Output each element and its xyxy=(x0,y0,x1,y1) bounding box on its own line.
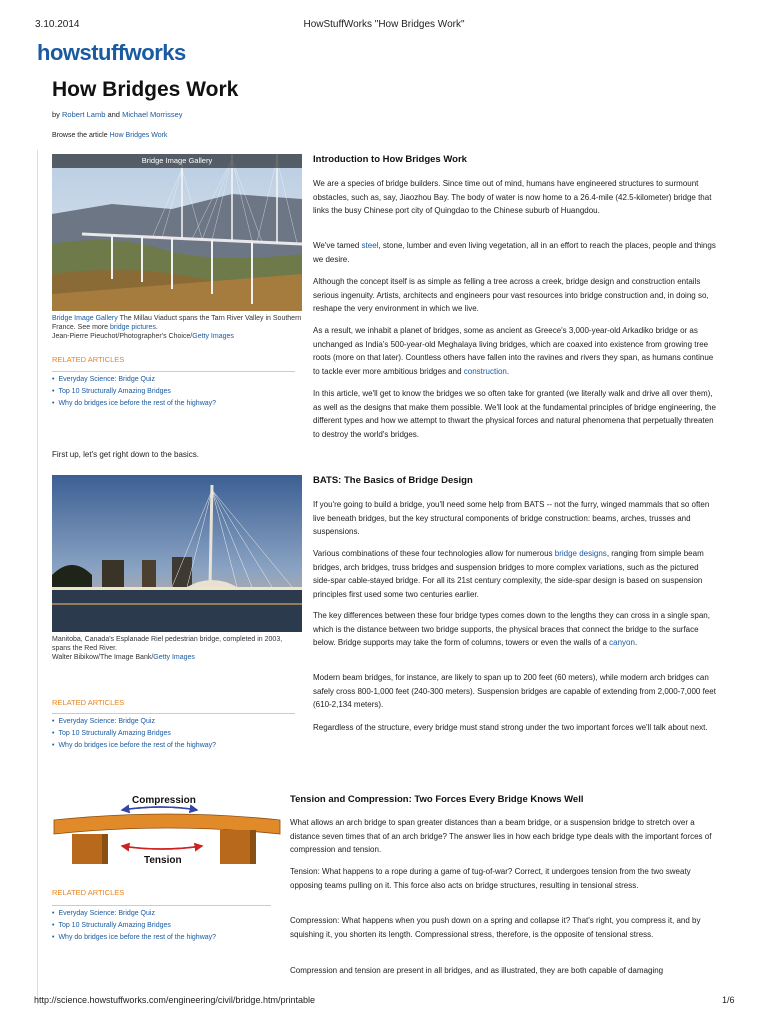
related-link[interactable] xyxy=(52,716,216,728)
bats-paragraph-4: Modern beam bridges, for instance, are likely to span up to 200 feet (60 meters), while modern arch bridges can safely cross 800-1,000 feet (240-300 meters). Suspension bridges are capable of extending from 2,000-7,000 feet (610-2,134 meters). xyxy=(313,673,716,709)
getty-link[interactable]: Getty Images xyxy=(192,333,234,340)
steel-link[interactable]: steel xyxy=(361,241,379,250)
related-link[interactable] xyxy=(52,374,216,386)
byline xyxy=(52,110,183,119)
related-link[interactable] xyxy=(52,920,216,932)
related-link[interactable] xyxy=(52,728,216,740)
compression-label: Compression xyxy=(132,795,196,806)
intro-p4-text-end: . xyxy=(506,366,510,376)
bats-p2-text-end: , ranging from simple beam bridges, arch bridges, truss bridges and suspension bridges to more complex variations, such as the pictured side-spar cable-stayed bridge. For all its 21st century complexity, the side-spar design is based on suspension principles first used some two centuries earlier. xyxy=(313,549,704,599)
related-link-text[interactable]: Why do bridges ice before the rest of the highway? xyxy=(58,742,217,749)
bats-paragraph-2 xyxy=(313,547,718,601)
related-articles-list-2 xyxy=(52,716,216,752)
related-divider xyxy=(52,371,295,372)
photo-credit: Jean-Pierre Pieuchot/Photographer's Choice/ xyxy=(52,333,193,340)
author-link-2[interactable]: Michael Morrissey xyxy=(122,110,183,119)
caption-gallery-link[interactable]: Bridge Image Gallery xyxy=(52,315,118,322)
tension-label: Tension xyxy=(144,855,182,866)
intro-p2-text-end: , stone, lumber and even living vegetation, all in an effort to reach the places, people and things we desire. xyxy=(313,241,716,264)
photo-caption-1 xyxy=(52,314,302,341)
related-divider-2 xyxy=(52,713,295,714)
logo-text: howstuffworks xyxy=(37,40,186,65)
intro-paragraph-4 xyxy=(313,324,718,378)
photo-credit-2: Walter Bibikow/The Image Bank/ xyxy=(52,654,154,661)
intro-p2-text: We've tamed xyxy=(313,241,362,250)
bats-paragraph-5: Regardless of the structure, every bridge must stand strong under the two important forces we'll talk about next. xyxy=(313,723,708,732)
intro-paragraph-5: In this article, we'll get to know the bridges we so often take for granted (we literally walk and drive all over them), as well as the designs that make them possible. We'll look at the fundamental principles of bridge engineering, the different types and how we attempt to thwart the physical forces and natural phenomena that perpetually threaten to destroy the world's bridges. xyxy=(313,389,716,439)
bridge-pictures-link[interactable]: bridge pictures xyxy=(109,324,156,331)
related-link[interactable] xyxy=(52,398,216,410)
browse-article xyxy=(52,132,167,139)
tension-compression-diagram xyxy=(52,790,282,875)
related-link-text[interactable]: Everyday Science: Bridge Quiz xyxy=(58,910,155,917)
related-link-text[interactable]: Everyday Science: Bridge Quiz xyxy=(58,718,155,725)
tension-paragraph-1: What allows an arch bridge to span greater distances than a beam bridge, or a suspension bridge to stretch over a distance seven times that of an arch bridge? The answer lies in how each bridge type deals with the important forces of compression and tension. xyxy=(290,818,712,854)
related-articles-list-3 xyxy=(52,908,216,944)
related-articles-list xyxy=(52,374,216,410)
construction-link[interactable]: construction xyxy=(463,366,507,376)
related-divider-3 xyxy=(52,905,271,906)
esplanade-riel-photo xyxy=(52,475,302,632)
intro-paragraph-1: We are a species of bridge builders. Since time out of mind, humans have engineered structures to surmount obstacles, such as, say, Jiaozhou Bay. The body of water is now home to a 26.4-mile (42.5-kilometer) bridge that links the busy Chinese port city of Quingdao to the Chinese suburb of Huangdou. xyxy=(313,179,712,215)
related-articles-heading: RELATED ARTICLES xyxy=(52,355,125,364)
tension-paragraph-2: Tension: What happens to a rope during a game of tug-of-war? Correct, it undergoes tension from the two sweaty opposing teams pulling on it. This force also acts on bridge structures, resulting in tensional stress. xyxy=(290,867,691,890)
tension-paragraph-3: Compression: What happens when you push down on a spring and collapse it? That's right, you compress it, and by squishing it, you shorten its length. Compressional stress, therefore, is the opposite of tensional stress. xyxy=(290,916,701,939)
bats-p3-text: The key differences between these four bridge types comes down to the lengths they can cross in a single span, which is the distance between two bridge supports, the physical braces that connect the bridge to the surface below. Bridge supports may take the form of columns, towers or even the walls of a xyxy=(313,611,710,647)
byline-prefix: by xyxy=(52,110,60,119)
article-title: How Bridges Work xyxy=(52,78,239,101)
section-title-bats: BATS: The Basics of Bridge Design xyxy=(313,475,473,486)
caption-end: . xyxy=(155,324,158,331)
bats-p2-text: Various combinations of these four technologies allow for numerous xyxy=(313,549,555,558)
related-link-text[interactable]: Top 10 Structurally Amazing Bridges xyxy=(58,922,171,929)
browse-link[interactable]: How Bridges Work xyxy=(109,132,168,139)
tension-paragraph-4: Compression and tension are present in all bridges, and as illustrated, they are both capable of damaging xyxy=(290,966,664,975)
related-link-text[interactable]: Top 10 Structurally Amazing Bridges xyxy=(58,730,171,737)
photo-caption-2 xyxy=(52,635,302,662)
print-date: 3.10.2014 xyxy=(35,19,80,30)
related-articles-heading-2: RELATED ARTICLES xyxy=(52,698,125,707)
section-title-tension: Tension and Compression: Two Forces Every Bridge Knows Well xyxy=(290,794,584,805)
bats-paragraph-1: If you're going to build a bridge, you'll need some help from BATS -- not the furry, winged mammals that so often live beneath bridges, but the key structural components of bridge construction: beams, arches, trusses and suspensions. xyxy=(313,500,710,536)
browse-prefix: Browse the article xyxy=(52,132,108,139)
section-title-intro: Introduction to How Bridges Work xyxy=(313,154,467,165)
related-articles-heading-3: RELATED ARTICLES xyxy=(52,888,125,897)
gallery-label[interactable]: Bridge Image Gallery xyxy=(52,154,302,168)
bridge-designs-link[interactable]: bridge designs xyxy=(554,549,607,558)
byline-and: and xyxy=(107,110,120,119)
page-number: 1/6 xyxy=(722,995,735,1005)
related-link[interactable] xyxy=(52,908,216,920)
related-link[interactable] xyxy=(52,386,216,398)
howstuffworks-logo[interactable] xyxy=(37,40,186,66)
first-up-text: First up, let's get right down to the basics. xyxy=(52,450,199,459)
left-margin-rule xyxy=(37,150,38,1005)
bats-p3-text-end: . xyxy=(634,638,638,647)
intro-paragraph-2 xyxy=(313,239,718,266)
print-page-title: HowStuffWorks "How Bridges Work" xyxy=(303,19,465,30)
caption-text-2: Manitoba, Canada's Esplanade Riel pedestrian bridge, completed in 2003, spans the Red River. xyxy=(52,636,283,652)
related-link[interactable] xyxy=(52,740,216,752)
related-link-text[interactable]: Why do bridges ice before the rest of the highway? xyxy=(58,934,217,941)
related-link-text[interactable]: Why do bridges ice before the rest of the highway? xyxy=(58,400,217,407)
intro-p4-text: As a result, we inhabit a planet of bridges, some as ancient as Greece's 3,000-year-old Arkadiko bridge or as unchanged as India's 500-year-old Meghalaya living bridges, which are coaxed into existence from growing tree roots (more on that later). Countless others have fallen into the ravines and rivers they span, as humans continue to tackle ever more ambitious bridges and xyxy=(313,326,714,376)
related-link-text[interactable]: Top 10 Structurally Amazing Bridges xyxy=(58,388,171,395)
getty-link-2[interactable]: Getty Images xyxy=(153,654,195,661)
related-link-text[interactable]: Everyday Science: Bridge Quiz xyxy=(58,376,155,383)
intro-paragraph-3: Although the concept itself is as simple as felling a tree across a creek, bridge design and construction entails serious ingenuity. Artists, architects and engineers pour vast resources into bridge construction and, in doing so, reshape the very environment in which we live. xyxy=(313,277,709,313)
bats-paragraph-3 xyxy=(313,609,718,650)
caption-text: The Millau Viaduct spans the Tarn River Valley in Southern France. See more xyxy=(52,315,302,331)
canyon-link[interactable]: canyon xyxy=(609,638,635,647)
related-link[interactable] xyxy=(52,932,216,944)
author-link-1[interactable]: Robert Lamb xyxy=(62,110,106,119)
millau-viaduct-photo[interactable] xyxy=(52,154,302,311)
footer-url: http://science.howstuffworks.com/engineering/civil/bridge.htm/printable xyxy=(34,995,315,1005)
